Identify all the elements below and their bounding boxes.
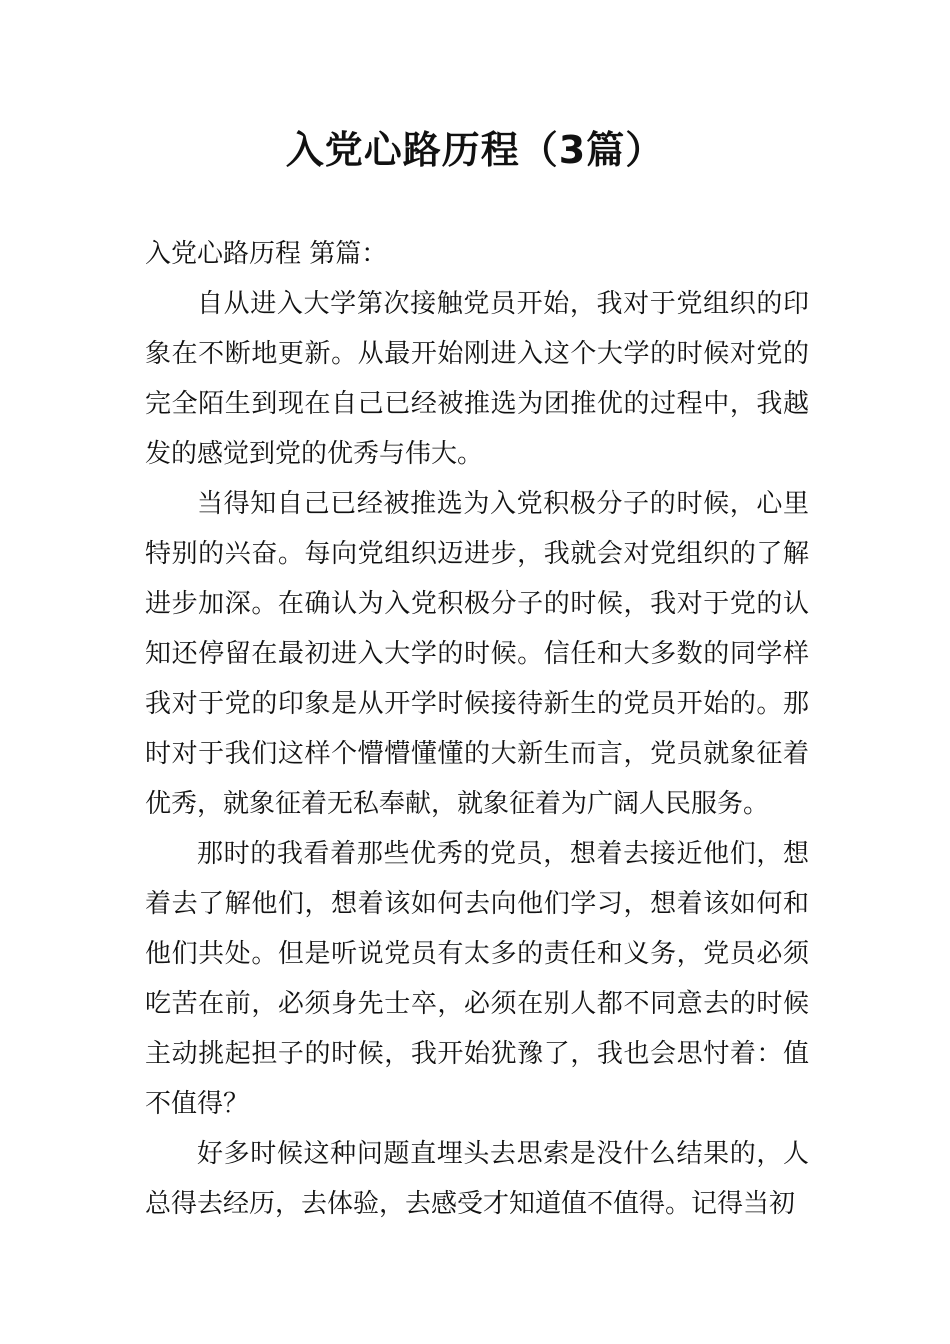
paragraph-2: 当得知自己已经被推选为入党积极分子的时候，心里特别的兴奋。每向党组织迈进步，我就会对党组织的了解进步加深。在确认为入党积极分子的时候，我对于党的认知还停留在最初进入大学的时候。信任和大多数的同学样我对于党的印象是从开学时候接待新生的党员开始的。那时对于我们这样个懵懵懂懂的大新生而言，党员就象征着优秀，就象征着无私奉献，就象征着为广阔人民服务。 [145, 489, 809, 819]
paragraph-3: 那时的我看着那些优秀的党员，想着去接近他们，想着去了解他们，想着该如何去向他们学习，想着该如何和他们共处。但是听说党员有太多的责任和义务，党员必须吃苦在前，必须身先士卒，必须在别人都不同意去的时候主动挑起担子的时候，我开始犹豫了，我也会思忖着：值不值得？ [145, 839, 809, 1119]
page-title: 入党心路历程（3篇） [285, 128, 665, 172]
document-body [145, 229, 809, 1229]
paragraph-4: 好多时候这种问题直埋头去思索是没什么结果的，人总得去经历，去体验，去感受才知道值不值得。记得当初 [145, 1139, 809, 1219]
paragraph-1: 自从进入大学第次接触党员开始，我对于党组织的印象在不断地更新。从最开始刚进入这个大学的时候对党的完全陌生到现在自己已经被推选为团推优的过程中，我越发的感觉到党的优秀与伟大。 [145, 289, 809, 469]
section-label: 入党心路历程 第篇： [145, 239, 388, 269]
